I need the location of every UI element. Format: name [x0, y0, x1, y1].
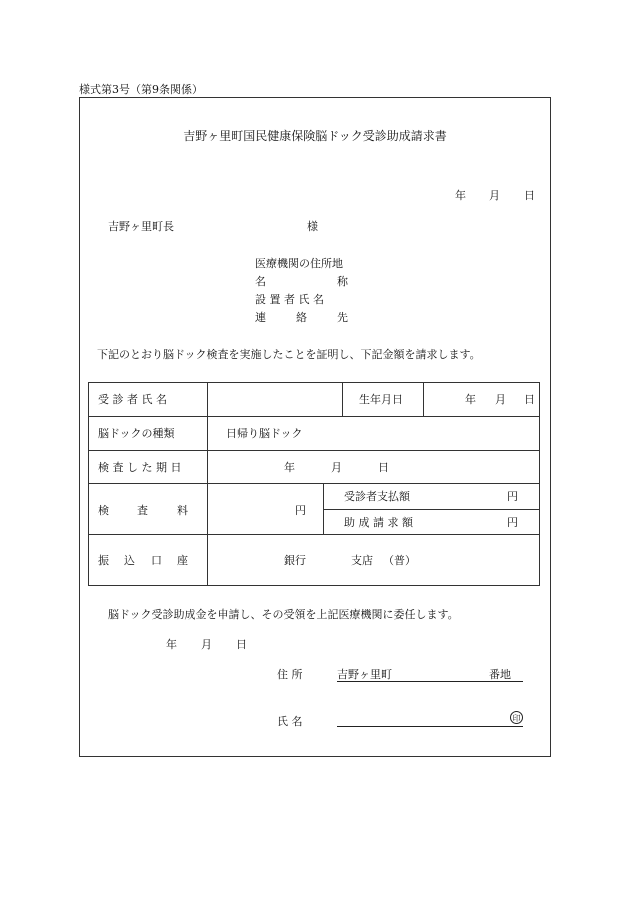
addressee-mayor: 吉野ヶ里町長: [108, 220, 174, 233]
fee-label-b: 査: [137, 504, 148, 517]
date-day: 日: [524, 189, 535, 202]
subsidy-label: 助 成 請 求 額: [344, 516, 413, 529]
institution-address-label: 医療機関の住所地: [255, 257, 343, 270]
account-label-b: 込: [124, 554, 135, 567]
patient-paid-label: 受診者支払額: [344, 490, 410, 503]
exam-day: 日: [378, 461, 389, 474]
seal-mark-icon: 印: [510, 711, 523, 724]
bottom-date-month: 月: [201, 638, 212, 651]
date-year: 年: [455, 189, 466, 202]
applicant-town: 吉野ヶ里町: [337, 668, 392, 681]
claim-table: [88, 382, 540, 586]
account-label-a: 振: [98, 554, 109, 567]
birth-month: 月: [495, 393, 506, 406]
delegation-statement: 脳ドック受診助成金を申請し、その受領を上記医療機関に委任します。: [108, 608, 459, 621]
document-title: 吉野ヶ里町国民健康保険脳ドック受診助成請求書: [183, 129, 447, 143]
institution-name-label-a: 名: [255, 275, 266, 288]
account-type: （普）: [383, 554, 416, 567]
institution-name-label-b: 称: [337, 275, 348, 288]
birth-year: 年: [465, 393, 476, 406]
form-number: 様式第3号（第9条関係）: [79, 83, 203, 96]
applicant-banchi: 番地: [489, 668, 511, 681]
fee-label-c: 料: [177, 504, 188, 517]
subsidy-yen: 円: [507, 516, 518, 529]
exam-year: 年: [284, 461, 295, 474]
checkup-type-value: 日帰り脳ドック: [226, 427, 303, 440]
bottom-date-year: 年: [166, 638, 177, 651]
account-label-d: 座: [177, 554, 188, 567]
bank-label: 銀行: [284, 554, 306, 567]
applicant-address-label: 住 所: [277, 668, 303, 681]
certification-statement: 下記のとおり脳ドック検査を実施したことを証明し、下記金額を請求します。: [97, 348, 481, 361]
exam-date-label: 検 査 し た 期 日: [98, 461, 182, 474]
branch-label: 支店: [351, 554, 373, 567]
bottom-date-day: 日: [236, 638, 247, 651]
fee-label-a: 検: [98, 504, 109, 517]
institution-contact-label-b: 絡: [296, 311, 307, 324]
addressee-honorific: 様: [307, 220, 318, 233]
address-underline: [337, 681, 523, 682]
date-month: 月: [489, 189, 500, 202]
checkup-type-label: 脳ドックの種類: [98, 427, 175, 440]
account-label-c: 口: [151, 554, 162, 567]
institution-contact-label-a: 連: [255, 311, 266, 324]
institution-founder-label: 設 置 者 氏 名: [255, 293, 324, 306]
institution-contact-label-c: 先: [337, 311, 348, 324]
applicant-name-label: 氏 名: [277, 715, 303, 728]
exam-month: 月: [331, 461, 342, 474]
name-underline: [337, 726, 523, 727]
birthdate-label: 生年月日: [359, 393, 403, 406]
fee-yen: 円: [295, 504, 306, 517]
birth-day: 日: [524, 393, 535, 406]
patient-paid-yen: 円: [507, 490, 518, 503]
patient-name-label: 受 診 者 氏 名: [98, 393, 167, 406]
